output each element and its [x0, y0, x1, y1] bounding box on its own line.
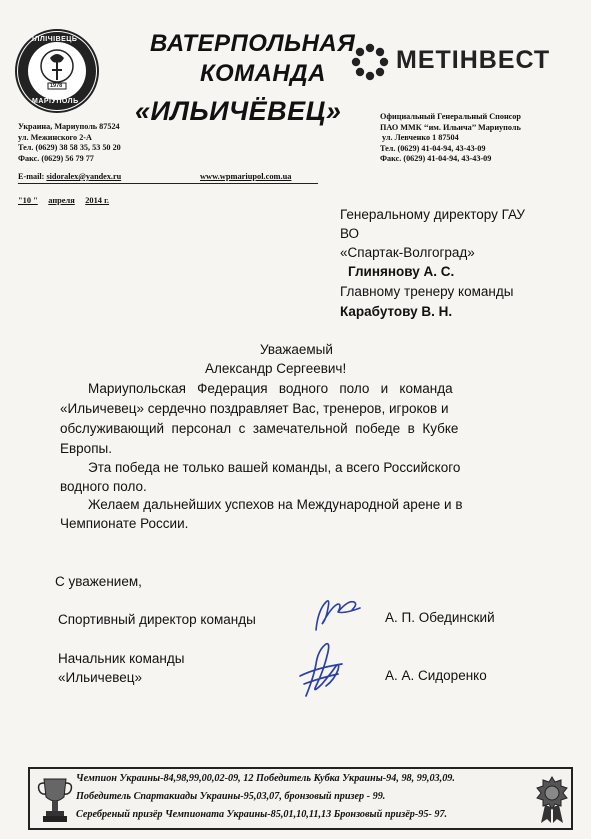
paragraph-line: Чемпионате России.: [60, 516, 189, 531]
letter-date: [18, 196, 109, 205]
sponsor-line: Тел. (0629) 41-04-94, 43-43-09: [380, 143, 486, 153]
address-line: Тел. (0629) 38 58 35, 53 50 20: [18, 143, 121, 153]
closing: С уважением,: [55, 574, 142, 589]
signature-1-icon: [308, 592, 368, 634]
signatory-name: А. А. Сидоренко: [385, 668, 487, 683]
title-line3: «ИЛЬИЧЁВЕЦ»: [135, 96, 342, 126]
email-link[interactable]: sidoralex@yandex.ru: [46, 172, 122, 181]
header-rule: [18, 183, 318, 184]
metinvest-logo-icon: [350, 42, 390, 82]
signature-2-icon: [286, 636, 356, 706]
paragraph-line: Европы.: [60, 441, 112, 456]
salutation-name: Александр Сергеевич!: [205, 361, 347, 376]
addressee-line: ВО: [340, 226, 360, 241]
email-line: [18, 172, 121, 181]
address-line: Украина, Мариуполь 87524: [18, 122, 120, 131]
title-line1: ВАТЕРПОЛЬНАЯ: [150, 30, 356, 57]
paragraph-line: Мариупольская Федерация водного поло и команда: [88, 381, 453, 396]
signatory-position: Начальник команды: [58, 651, 185, 666]
footer-line: Серебреный призёр Чемпионата Украины-85,01,10,11,13 Бронзовый призёр-95- 97.: [76, 809, 448, 820]
paragraph-line: «Ильичевец» сердечно поздравляет Вас, тренеров, игроков и: [60, 401, 449, 416]
metinvest-logo-text: МЕТІНВЕСТ: [396, 46, 551, 74]
date-day: "10 ": [18, 196, 38, 205]
paragraph-line: Желаем дальнейших успехов на Международной арене и в: [88, 497, 463, 512]
addressee-line: «Спартак-Волгоград»: [340, 245, 475, 260]
signatory-name: А. П. Обединский: [385, 610, 495, 625]
addressee-name: Карабутову В. Н.: [340, 304, 453, 319]
sponsor-line: ПАО ММК ‘‘им. Ильича’’ Мариуполь: [380, 122, 521, 132]
sponsor-line: ул. Левченко 1 87504: [382, 133, 459, 143]
sponsor-info: [380, 112, 521, 165]
footer-line: Победитель Спартакиады Украины-95,03,07, бронзовый призер - 99.: [76, 791, 386, 802]
club-emblem: [14, 28, 100, 114]
addressee-line: Генеральному директору ГАУ: [340, 207, 525, 222]
signatory-position: Спортивный директор команды: [58, 612, 256, 627]
trophy-cup-icon: [36, 775, 74, 825]
emblem-bottom-text: МАРІУПОЛЬ: [32, 98, 79, 105]
footer-line: Чемпион Украины-84,98,99,00,02-09, 12 Победитель Кубка Украины-94, 98, 99,03,09.: [76, 773, 455, 784]
sponsor-line: Официальный Генеральный Спонсор: [380, 112, 521, 121]
emblem-year: 1978: [50, 83, 63, 89]
medal-ribbon-icon: [535, 775, 569, 825]
paragraph-line: водного поло.: [60, 479, 147, 494]
date-year: 2014 г.: [85, 196, 110, 205]
website-link[interactable]: www.wpmariupol.com.ua: [200, 172, 292, 181]
date-month: апреля: [48, 196, 75, 205]
sponsor-line: Факс. (0629) 41-04-94, 43-43-09: [380, 154, 492, 164]
signatory-position: «Ильичевец»: [58, 670, 142, 685]
metinvest-logo: [350, 42, 580, 82]
achievements-footer: [28, 767, 573, 830]
club-address: [18, 122, 121, 164]
paragraph-line: обслуживающий персонал с замечательной победе в Кубке: [60, 421, 459, 436]
emblem-top-text: ІЛЛІЧІВЕЦЬ: [32, 36, 78, 43]
paragraph-line: Эта победа не только вашей команды, а всего Российского: [88, 460, 461, 475]
addressee-name: Глинянову А. С.: [348, 264, 455, 279]
salutation: Уважаемый: [260, 342, 333, 357]
address-line: Факс. (0629) 56 79 77: [18, 153, 94, 163]
title-line2: КОМАНДА: [200, 60, 326, 87]
email-label: E-mail:: [18, 172, 45, 181]
addressee-line: Главному тренеру команды: [340, 284, 514, 299]
address-line: ул. Межинского 2-А: [18, 132, 92, 142]
